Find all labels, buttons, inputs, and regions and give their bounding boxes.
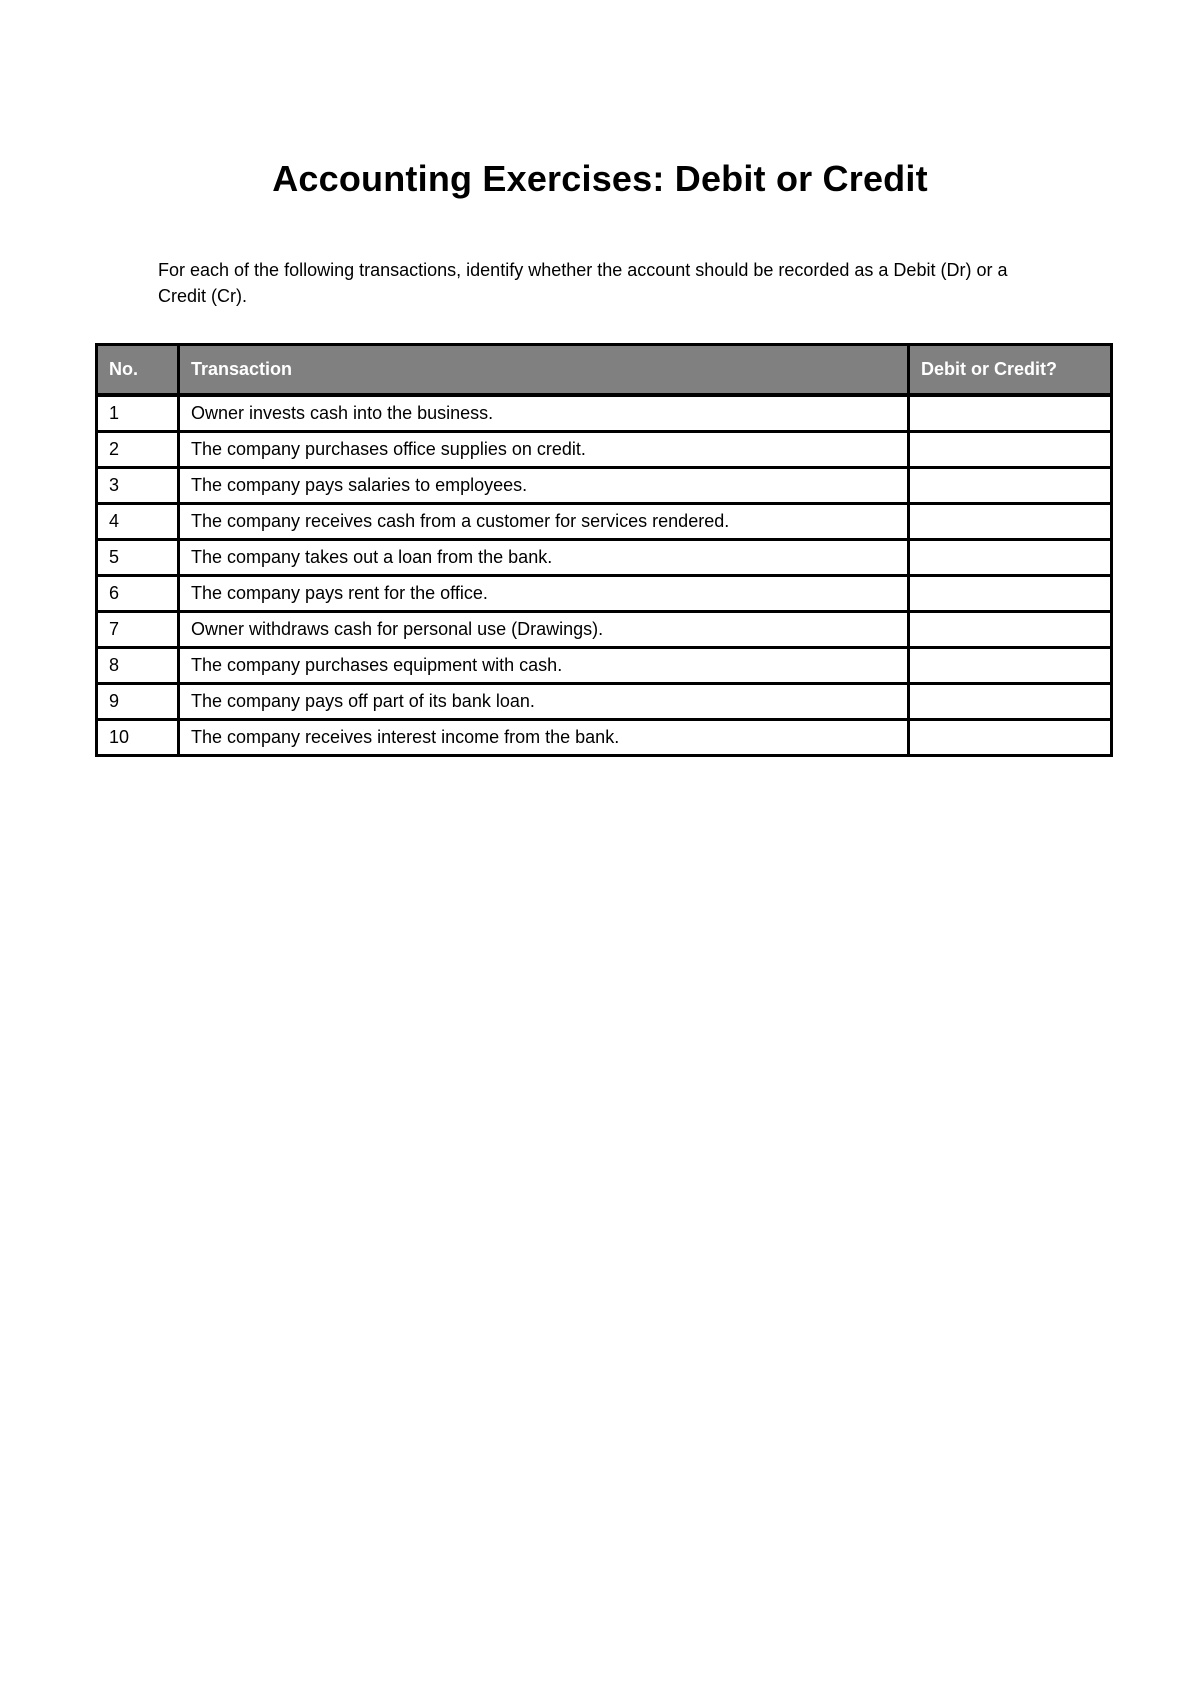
answer-cell[interactable] (909, 468, 1112, 504)
transaction-cell: Owner withdraws cash for personal use (Drawings). (179, 612, 909, 648)
exercise-table (95, 343, 1113, 757)
answer-cell[interactable] (909, 540, 1112, 576)
table-row (97, 395, 1112, 432)
table-header-row (97, 345, 1112, 396)
header-answer: Debit or Credit? (909, 345, 1112, 396)
row-number: 7 (97, 612, 179, 648)
table-row (97, 612, 1112, 648)
transaction-cell: The company purchases office supplies on credit. (179, 432, 909, 468)
header-transaction: Transaction (179, 345, 909, 396)
answer-cell[interactable] (909, 684, 1112, 720)
row-number: 8 (97, 648, 179, 684)
table-row (97, 540, 1112, 576)
table-row (97, 468, 1112, 504)
answer-cell[interactable] (909, 720, 1112, 756)
answer-cell[interactable] (909, 504, 1112, 540)
transaction-cell: The company pays off part of its bank loan. (179, 684, 909, 720)
transaction-cell: The company receives cash from a customer for services rendered. (179, 504, 909, 540)
transaction-cell: The company takes out a loan from the bank. (179, 540, 909, 576)
page-title: Accounting Exercises: Debit or Credit (272, 158, 928, 199)
row-number: 4 (97, 504, 179, 540)
row-number: 5 (97, 540, 179, 576)
answer-cell[interactable] (909, 648, 1112, 684)
answer-cell[interactable] (909, 576, 1112, 612)
answer-cell[interactable] (909, 395, 1112, 432)
table-row (97, 576, 1112, 612)
row-number: 3 (97, 468, 179, 504)
transaction-cell: The company receives interest income from the bank. (179, 720, 909, 756)
row-number: 9 (97, 684, 179, 720)
row-number: 10 (97, 720, 179, 756)
table-row (97, 504, 1112, 540)
row-number: 1 (97, 395, 179, 432)
transaction-cell: Owner invests cash into the business. (179, 395, 909, 432)
row-number: 6 (97, 576, 179, 612)
table-row (97, 720, 1112, 756)
row-number: 2 (97, 432, 179, 468)
answer-cell[interactable] (909, 612, 1112, 648)
header-no: No. (97, 345, 179, 396)
answer-cell[interactable] (909, 432, 1112, 468)
transaction-cell: The company pays salaries to employees. (179, 468, 909, 504)
transaction-cell: The company pays rent for the office. (179, 576, 909, 612)
table-row (97, 684, 1112, 720)
table-row (97, 432, 1112, 468)
instructions-text: For each of the following transactions, identify whether the account should be recorded as a Debit (Dr) or a Credit (Cr). (158, 260, 1008, 306)
table-row (97, 648, 1112, 684)
transaction-cell: The company purchases equipment with cash. (179, 648, 909, 684)
